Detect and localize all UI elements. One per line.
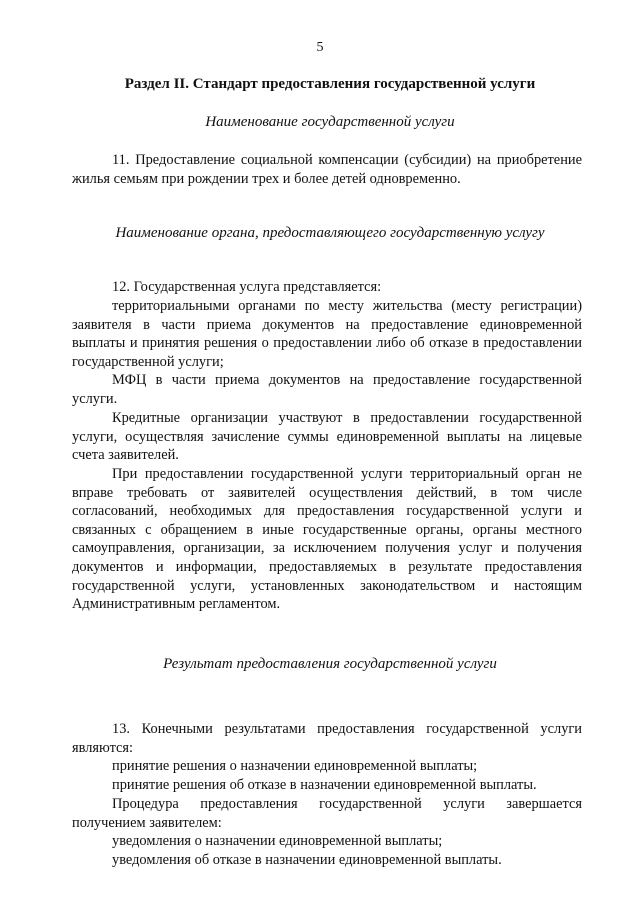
paragraph-12-intro: 12. Государственная услуга представляется:	[112, 279, 382, 295]
section-title: Раздел II. Стандарт предоставления государственной услуги	[124, 76, 536, 92]
paragraph-13-notice2: уведомления об отказе в назначении единовременной выплаты.	[112, 852, 502, 868]
paragraph-12-credit: Кредитные организации участвуют в предоставлении государственной услуги, осуществляя зачисление суммы единовременной выплаты на лицевые счета заявителей.	[72, 410, 582, 464]
paragraph-13-notice1: уведомления о назначении единовременной выплаты;	[112, 833, 443, 849]
paragraph-12-mfc: МФЦ в части приема документов на предоставление государственной услуги.	[72, 372, 582, 407]
paragraph-12-restriction: При предоставлении государственной услуги территориальный орган не вправе требовать от заявителей осуществления действий, в том числе согласований, необходимых для предоставления государственной услуги и связанных с обращением в иные государственные органы, органы местного самоуправления, организации, за исключением получения услуг и получения документов и информации, предоставляемых в результате предоставления государственной услуги, установленных законодательством и настоящим Административным регламентом.	[72, 466, 582, 613]
paragraph-12-territorial: территориальными органами по месту жительства (месту регистрации) заявителя в части приема документов на предоставление единовременной выплаты и принятия решения о предоставлении либо об отказе в предоставлении государственной услуги;	[72, 298, 582, 370]
paragraph-13-procedure: Процедура предоставления государственной услуги завершается получением заявителем:	[72, 796, 582, 831]
paragraph-13-item1: принятие решения о назначении единовременной выплаты;	[112, 758, 478, 774]
subheading-result: Результат предоставления государственной услуги	[163, 656, 497, 672]
paragraph-11: 11. Предоставление социальной компенсации (субсидии) на приобретение жилья семьям при рождении трех и более детей одновременно.	[72, 152, 582, 187]
paragraph-13-item2: принятие решения об отказе в назначении единовременной выплаты.	[112, 777, 537, 793]
page-number: 5	[316, 40, 324, 55]
paragraph-13-intro: 13. Конечными результатами предоставления государственной услуги являются:	[72, 721, 582, 756]
subheading-service-name: Наименование государственной услуги	[205, 114, 455, 130]
subheading-authority: Наименование органа, предоставляющего государственную услугу	[115, 225, 545, 241]
